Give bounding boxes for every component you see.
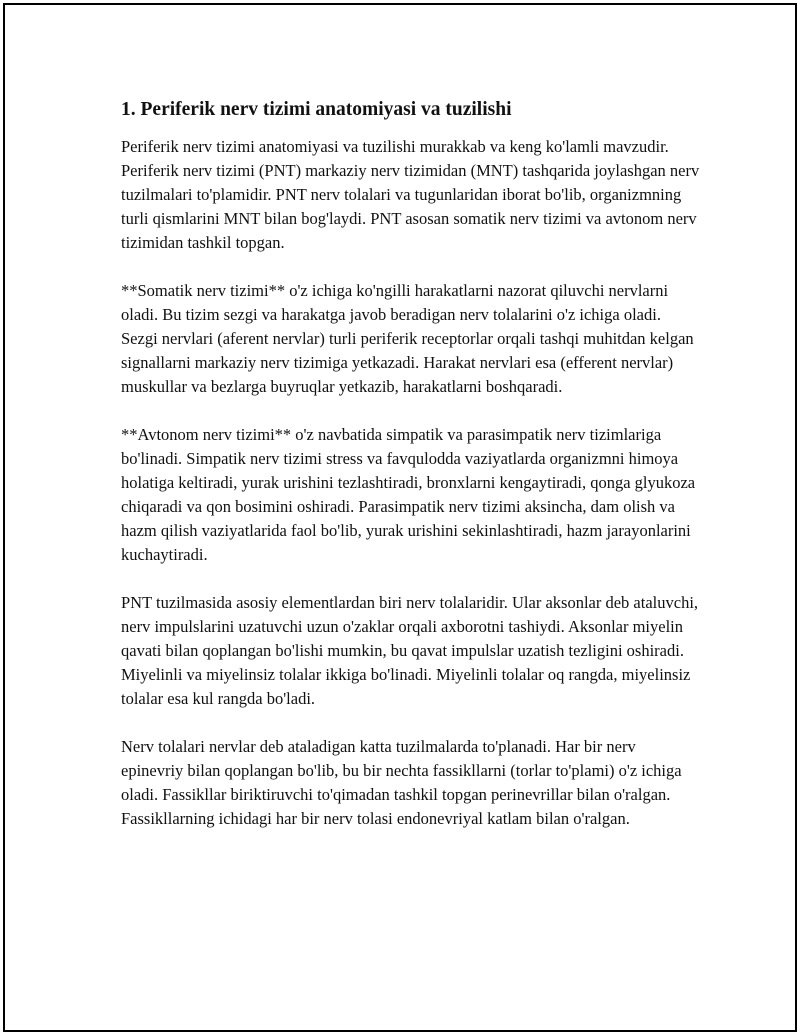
paragraph-intro: Periferik nerv tizimi anatomiyasi va tuzilishi murakkab va keng ko'lamli mavzudir. Periferik nerv tizimi (PNT) markaziy nerv tizimidan (MNT) tashqarida joylashgan nerv tuzilmalari to'plamidir. PNT nerv tolalari va tugunlaridan iborat bo'lib, organizmning turli qismlarini MNT bilan bog'laydi. PNT asosan somatik nerv tizimi va avtonom nerv tizimidan tashkil topgan. (121, 137, 700, 252)
paragraph-autonomic: **Avtonom nerv tizimi** o'z navbatida simpatik va parasimpatik nerv tizimlariga bo'linadi. Simpatik nerv tizimi stress va favqulodda vaziyatlarda organizmni himoya holatiga keltiradi, yurak urishini tezlashtiradi, bronxlarni kengaytiradi, qonga glyukoza chiqaradi va qon bosimini oshiradi. Parasimpatik nerv tizimi aksincha, dam olish va hazm qilish vaziyatlarida faol bo'lib, yurak urishini sekinlashtiradi, hazm jarayonlarini kuchaytiradi. (121, 425, 696, 564)
section-heading: 1. Periferik nerv tizimi anatomiyasi va tuzilishi (121, 99, 512, 120)
paragraph-nerve-fibers: PNT tuzilmasida asosiy elementlardan biri nerv tolalaridir. Ular aksonlar deb ataluvchi, nerv impulslarini uzatuvchi uzun o'zaklar orqali axborotni tashiydi. Aksonlar miyelin qavati bilan qoplangan bo'lishi mumkin, bu qavat impulslar uzatish tezligini oshiradi. Miyelinli va miyelinsiz tolalar ikkiga bo'linadi. Miyelinli tolalar oq rangda, miyelinsiz tolalar esa kul rangda bo'ladi. (121, 593, 699, 708)
paragraph-nerve-bundles: Nerv tolalari nervlar deb ataladigan katta tuzilmalarda to'planadi. Har bir nerv epinevriy bilan qoplangan bo'lib, bu bir nechta fassikllarni (torlar to'plami) o'z ichiga oladi. Fassikllar biriktiruvchi to'qimadan tashkil topgan perinevrillar bilan o'ralgan. Fassikllarning ichidagi har bir nerv tolasi endonevriyal katlam bilan o'ralgan. (121, 737, 682, 828)
document-body (121, 97, 701, 855)
page-frame (3, 3, 797, 1032)
paragraph-somatic: **Somatik nerv tizimi** o'z ichiga ko'ngilli harakatlarni nazorat qiluvchi nervlarni oladi. Bu tizim sezgi va harakatga javob beradigan nerv tolalarini o'z ichiga oladi. Sezgi nervlari (aferent nervlar) turli periferik receptorlar orqali tashqi muhitdan kelgan signallarni markaziy nerv tizimiga yetkazadi. Harakat nervlari esa (efferent nervlar) muskullar va bezlarga buyruqlar yetkazib, harakatlarni boshqaradi. (121, 281, 694, 396)
